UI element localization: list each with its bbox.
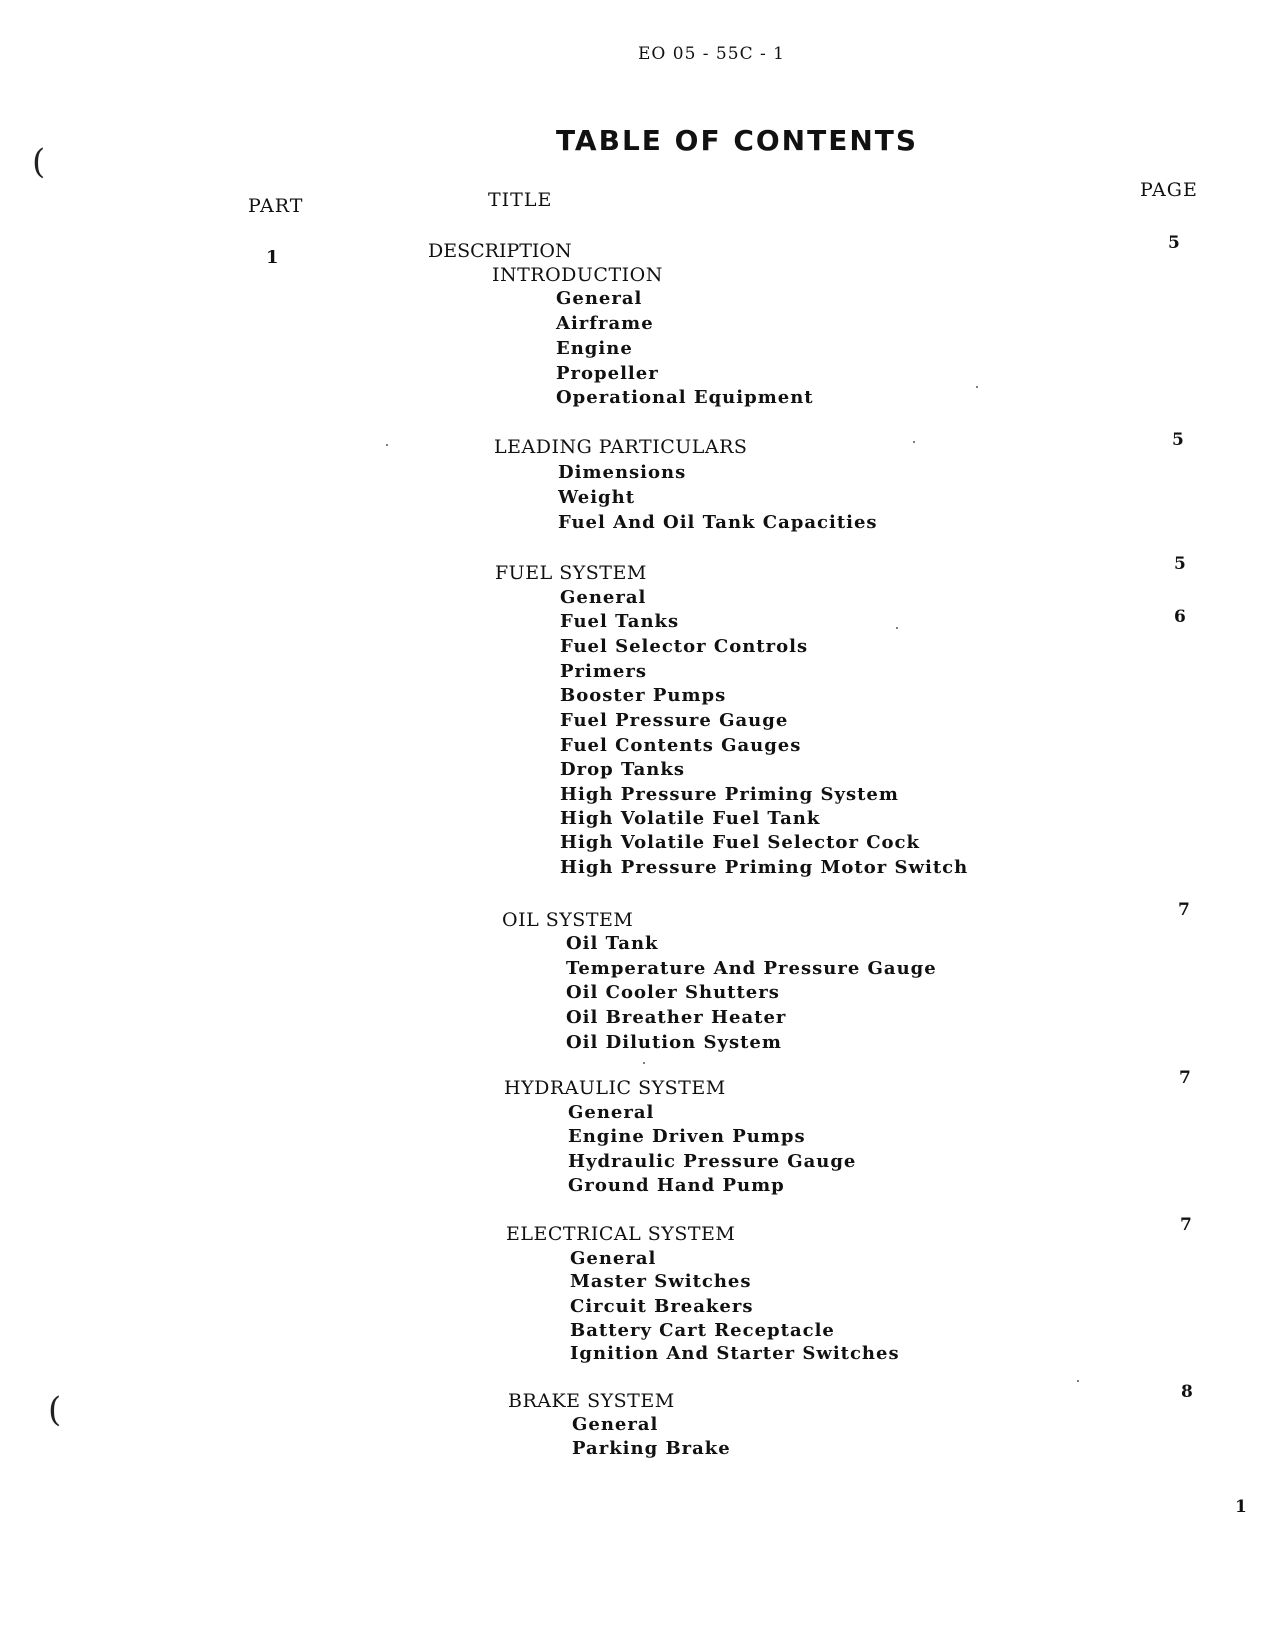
toc-item: Master Switches <box>570 1271 752 1292</box>
toc-item: Drop Tanks <box>560 759 685 780</box>
toc-item: Ground Hand Pump <box>568 1175 785 1196</box>
section-title: BRAKE SYSTEM <box>508 1390 675 1412</box>
toc-item: Hydraulic Pressure Gauge <box>568 1151 857 1172</box>
section-title: ELECTRICAL SYSTEM <box>506 1223 736 1245</box>
toc-item: Fuel Tanks <box>560 611 680 632</box>
toc-item: Ignition And Starter Switches <box>570 1343 900 1364</box>
toc-item: Operational Equipment <box>556 387 814 408</box>
footer-page-number: 1 <box>1235 1497 1247 1517</box>
toc-item: Fuel And Oil Tank Capacities <box>558 512 878 533</box>
toc-item: Engine <box>556 338 633 359</box>
toc-item: Fuel Contents Gauges <box>560 735 802 756</box>
toc-item: Primers <box>560 661 647 682</box>
part-page: 5 <box>1168 233 1180 253</box>
toc-item: Oil Dilution System <box>566 1032 782 1053</box>
section-page-number: 7 <box>1178 900 1190 920</box>
section-title: INTRODUCTION <box>492 264 663 286</box>
toc-item: General <box>560 587 647 608</box>
margin-paren-bottom: ( <box>48 1390 62 1430</box>
scan-speck <box>1077 1380 1079 1382</box>
section-page-number: 7 <box>1179 1068 1191 1088</box>
section-title: FUEL SYSTEM <box>495 562 647 584</box>
toc-item: Parking Brake <box>572 1438 731 1459</box>
section-title: OIL SYSTEM <box>502 909 634 931</box>
toc-item: General <box>568 1102 655 1123</box>
item-page-number: 6 <box>1174 607 1186 627</box>
toc-item: General <box>556 288 643 309</box>
toc-item: Battery Cart Receptacle <box>570 1320 835 1341</box>
part-title: DESCRIPTION <box>428 240 572 262</box>
section-page-number: 5 <box>1172 430 1184 450</box>
toc-item: General <box>572 1414 659 1435</box>
toc-item: High Volatile Fuel Tank <box>560 808 821 829</box>
scan-speck <box>896 627 898 629</box>
page-title: TABLE OF CONTENTS <box>556 124 919 157</box>
toc-item: Dimensions <box>558 462 687 483</box>
toc-item: Weight <box>558 487 636 508</box>
toc-item: General <box>570 1248 657 1269</box>
column-header-part: PART <box>248 195 304 217</box>
part-number: 1 <box>266 247 279 268</box>
toc-item: High Pressure Priming System <box>560 784 899 805</box>
scan-speck <box>643 1062 645 1064</box>
scan-speck <box>913 441 915 443</box>
toc-item: Airframe <box>556 313 654 334</box>
toc-item: High Volatile Fuel Selector Cock <box>560 832 920 853</box>
section-page-number: 8 <box>1181 1382 1193 1402</box>
margin-paren-top: ( <box>32 142 46 182</box>
toc-item: High Pressure Priming Motor Switch <box>560 857 969 878</box>
toc-item: Fuel Pressure Gauge <box>560 710 789 731</box>
toc-item: Booster Pumps <box>560 685 727 706</box>
toc-item: Fuel Selector Controls <box>560 636 809 657</box>
toc-item: Circuit Breakers <box>570 1296 754 1317</box>
toc-item: Propeller <box>556 363 659 384</box>
toc-item: Engine Driven Pumps <box>568 1126 806 1147</box>
scan-speck <box>976 386 978 388</box>
column-header-title: TITLE <box>488 189 553 211</box>
section-title: HYDRAULIC SYSTEM <box>504 1077 726 1099</box>
scan-speck <box>386 444 388 446</box>
toc-item: Oil Breather Heater <box>566 1007 787 1028</box>
toc-item: Temperature And Pressure Gauge <box>566 958 937 979</box>
toc-item: Oil Cooler Shutters <box>566 982 780 1003</box>
column-header-page: PAGE <box>1140 179 1198 201</box>
section-title: LEADING PARTICULARS <box>494 436 748 458</box>
section-page-number: 5 <box>1174 554 1186 574</box>
document-number: EO 05 - 55C - 1 <box>638 44 785 64</box>
toc-item: Oil Tank <box>566 933 659 954</box>
section-page-number: 7 <box>1180 1215 1192 1235</box>
